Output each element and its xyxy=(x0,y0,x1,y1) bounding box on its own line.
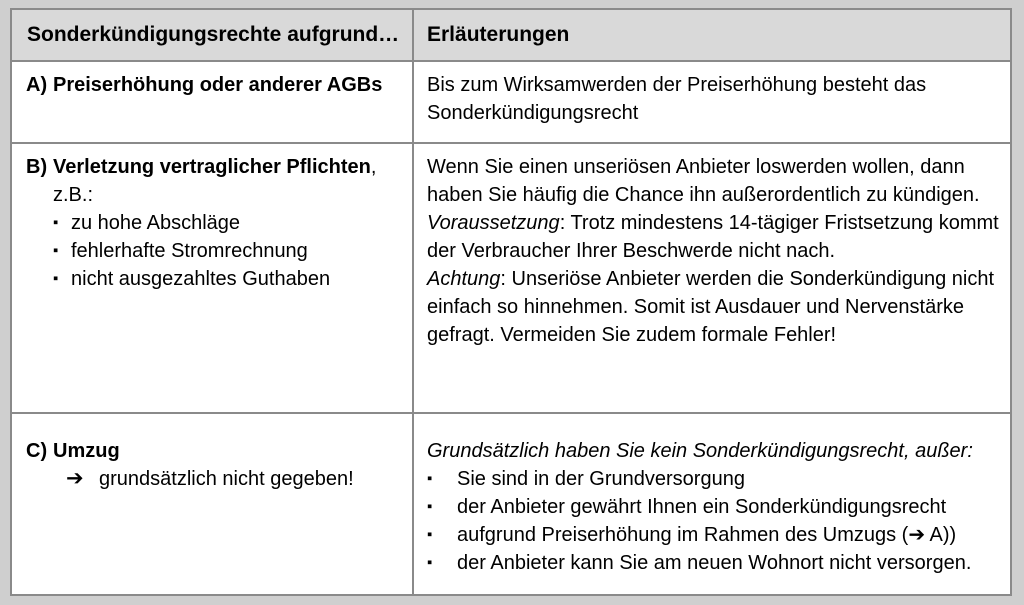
square-bullet-icon: ▪ xyxy=(53,270,59,287)
bullet-text: der Anbieter gewährt Ihnen ein Sonderkündigungsrecht xyxy=(457,496,947,518)
square-bullet-icon: ▪ xyxy=(427,498,433,515)
list-item xyxy=(427,549,1004,577)
list-item xyxy=(53,209,404,237)
row-a-explanation-text: Bis zum Wirksamwerden der Preiserhöhung besteht das Sonderkündigungsrecht xyxy=(427,74,927,124)
square-bullet-icon: ▪ xyxy=(427,526,433,543)
bullet-text: zu hohe Abschläge xyxy=(71,212,241,234)
row-c-prefix: C) xyxy=(26,440,48,462)
termination-rights-table xyxy=(10,8,1012,596)
bullet-text: fehlerhafte Stromrechnung xyxy=(71,240,308,262)
list-item xyxy=(427,493,1004,521)
row-c-note-text: grundsätzlich nicht gegeben! xyxy=(99,468,354,490)
square-bullet-icon: ▪ xyxy=(53,214,59,231)
row-a-title xyxy=(26,71,404,99)
row-c-title xyxy=(26,437,404,465)
list-item xyxy=(53,265,404,293)
square-bullet-icon: ▪ xyxy=(427,554,433,571)
bullet-text: Sie sind in der Grundversorgung xyxy=(457,468,745,490)
row-a-explanation-cell xyxy=(414,62,1010,142)
list-item xyxy=(427,521,1004,549)
row-b-warning-text: Achtung: Unseriöse Anbieter werden die Sonderkündigung nicht einfach so hinnehmen. Somit ist Ausdauer und Nervenstärke gefragt. Vermeiden Sie zudem formale Fehler! xyxy=(427,268,995,346)
list-item xyxy=(53,237,404,265)
row-c-bullet-list xyxy=(427,465,1004,577)
square-bullet-icon: ▪ xyxy=(53,242,59,259)
row-b-prefix: B) xyxy=(26,156,48,178)
bullet-text: nicht ausgezahltes Guthaben xyxy=(71,268,331,290)
bullet-text: aufgrund Preiserhöhung im Rahmen des Umzugs (➔ A)) xyxy=(457,524,957,546)
row-c-title-text: Umzug xyxy=(53,440,120,462)
row-b-title xyxy=(26,153,404,209)
row-a-prefix: A) xyxy=(26,74,48,96)
column-header-reasons-label: Sonderkündigungsrechte aufgrund… xyxy=(27,23,400,46)
row-b-explanation-cell xyxy=(414,144,1010,412)
row-a-title-text: Preiserhöhung oder anderer AGBs xyxy=(53,74,383,96)
bullet-text: der Anbieter kann Sie am neuen Wohnort nicht versorgen. xyxy=(457,552,972,574)
row-c-note xyxy=(66,465,404,493)
list-item xyxy=(427,465,1004,493)
row-c-reason-cell xyxy=(12,414,412,594)
column-header-reasons xyxy=(12,10,412,60)
row-c-explanation-cell xyxy=(414,414,1010,594)
row-b-intro-text: Wenn Sie einen unseriösen Anbieter loswerden wollen, dann haben Sie häufig die Chance ihn außerordentlich zu kündigen. xyxy=(427,156,980,206)
row-b-reason-cell xyxy=(12,144,412,412)
row-c-intro-text: Grundsätzlich haben Sie kein Sonderkündigungsrecht, außer: xyxy=(427,440,973,462)
column-header-explanations xyxy=(414,10,1010,60)
row-b-title-text: Verletzung vertraglicher Pflichten, z.B.: xyxy=(53,156,377,206)
arrow-right-icon: ➔ xyxy=(66,467,84,490)
row-b-condition-text: Voraussetzung: Trotz mindestens 14-tägiger Fristsetzung kommt der Verbraucher Ihrer Beschwerde nicht nach. xyxy=(427,212,999,262)
row-b-bullet-list xyxy=(53,209,404,293)
row-a-reason-cell xyxy=(12,62,412,142)
square-bullet-icon: ▪ xyxy=(427,470,433,487)
column-header-explanations-label: Erläuterungen xyxy=(427,23,570,46)
